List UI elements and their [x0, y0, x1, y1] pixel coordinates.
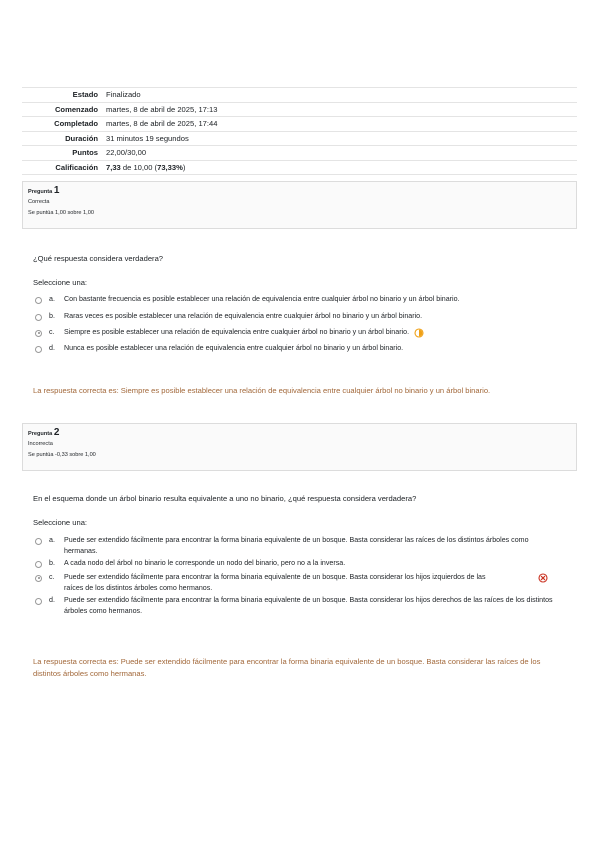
summary-row-duration [22, 131, 577, 146]
answer-options [35, 535, 570, 618]
option-text: Nunca es posible establecer una relación de equivalencia entre cualquier árbol no binario y un árbol binario. [64, 344, 404, 352]
option-letter: c. [49, 573, 55, 581]
option-text: Puede ser extendido fácilmente para encontrar la forma binaria equivalente de un bosque. Basta considerar los hijos izquierdos de las raíces de los distintos árboles como hermanos. [64, 573, 486, 592]
summary-label: Estado [22, 88, 104, 103]
summary-label: Completado [22, 117, 104, 132]
answer-option-a[interactable] [35, 294, 570, 311]
summary-row-grade [22, 160, 577, 175]
question-info [22, 181, 577, 229]
option-letter: a. [49, 295, 55, 303]
question-info [22, 423, 577, 471]
radio-button-selected[interactable] [35, 330, 42, 337]
option-letter: c. [49, 328, 55, 336]
summary-label: Calificación [22, 160, 104, 175]
summary-row-started [22, 102, 577, 117]
summary-value: Finalizado [104, 88, 577, 103]
radio-button[interactable] [35, 346, 42, 353]
answer-option-a[interactable] [35, 535, 570, 558]
option-text: Puede ser extendido fácilmente para encontrar la forma binaria equivalente de un bosque. Basta considerar las raíces de los distintos árboles como hermanas. [64, 536, 529, 555]
question-text: ¿Qué respuesta considera verdadera? [33, 254, 164, 263]
attempt-summary [22, 87, 577, 175]
grade-value [104, 160, 577, 175]
summary-value: 22,00/30,00 [104, 146, 577, 161]
question-state: Correcta [28, 199, 50, 205]
option-letter: b. [49, 559, 55, 567]
radio-button[interactable] [35, 598, 42, 605]
option-letter: d. [49, 596, 55, 604]
answer-prompt: Seleccione una: [33, 518, 88, 527]
answer-option-d[interactable] [35, 343, 570, 359]
summary-value: martes, 8 de abril de 2025, 17:13 [104, 102, 577, 117]
option-text: Con bastante frecuencia es posible establecer una relación de equivalencia entre cualquier árbol no binario y un árbol binario. [64, 295, 460, 303]
grade-score: 7,33 [106, 162, 121, 172]
question-state: Incorrecta [28, 441, 53, 447]
answer-prompt: Seleccione una: [33, 278, 88, 287]
radio-button[interactable] [35, 561, 42, 568]
question-grade: Se puntúa 1,00 sobre 1,00 [28, 210, 94, 216]
question-number-value: 2 [53, 427, 60, 438]
radio-button[interactable] [35, 538, 42, 545]
summary-row-state [22, 88, 577, 103]
question-label: Pregunta [28, 189, 53, 195]
summary-label: Duración [22, 131, 104, 146]
half-circle-icon [413, 327, 425, 339]
summary-label: Comenzado [22, 102, 104, 117]
option-text: A cada nodo del árbol no binario le corresponde un nodo del binario, pero no a la inversa. [64, 559, 346, 567]
option-text: Raras veces es posible establecer una relación de equivalencia entre cualquier árbol no binario y un árbol binario. [64, 312, 423, 320]
summary-value: 31 minutos 19 segundos [104, 131, 577, 146]
answer-option-d[interactable] [35, 595, 570, 618]
radio-button[interactable] [35, 297, 42, 304]
grade-end: ) [182, 162, 186, 172]
question-number [28, 428, 571, 439]
option-text: Puede ser extendido fácilmente para encontrar la forma binaria equivalente de un bosque. Basta considerar los hijos derechos de las raíces de los distintos árboles como hermanos. [64, 596, 553, 615]
radio-button-selected[interactable] [35, 575, 42, 582]
x-circle-icon [538, 572, 550, 584]
answer-option-b[interactable] [35, 558, 570, 572]
correct-answer-feedback: La respuesta correcta es: Siempre es posible establecer una relación de equivalencia entre cualquier árbol no binario y un árbol binario. [33, 386, 491, 395]
summary-row-completed [22, 117, 577, 132]
question-text: En el esquema donde un árbol binario resulta equivalente a uno no binario, ¿qué respuesta considera verdadera? [33, 494, 417, 503]
answer-options [35, 294, 570, 359]
answer-option-c[interactable] [35, 327, 570, 343]
option-letter: b. [49, 312, 55, 320]
radio-button[interactable] [35, 314, 42, 321]
question-number-value: 1 [53, 185, 60, 196]
question-number [28, 186, 571, 197]
answer-option-b[interactable] [35, 311, 570, 327]
option-letter: d. [49, 344, 55, 352]
option-text: Siempre es posible establecer una relación de equivalencia entre cualquier árbol no binario y un árbol binario. [64, 328, 410, 336]
summary-row-points [22, 146, 577, 161]
answer-option-c[interactable] [35, 572, 570, 595]
grade-percent: 73,33% [157, 162, 183, 172]
summary-label: Puntos [22, 146, 104, 161]
question-grade: Se puntúa -0,33 sobre 1,00 [28, 452, 96, 458]
option-letter: a. [49, 536, 55, 544]
correct-answer-feedback: La respuesta correcta es: Puede ser extendido fácilmente para encontrar la forma binaria equivalente de un bosque. Basta considerar las raíces de los distintos árboles como hermanas. [33, 657, 541, 678]
question-label: Pregunta [28, 431, 53, 437]
summary-value: martes, 8 de abril de 2025, 17:44 [104, 117, 577, 132]
grade-middle: de 10,00 ( [120, 162, 158, 172]
